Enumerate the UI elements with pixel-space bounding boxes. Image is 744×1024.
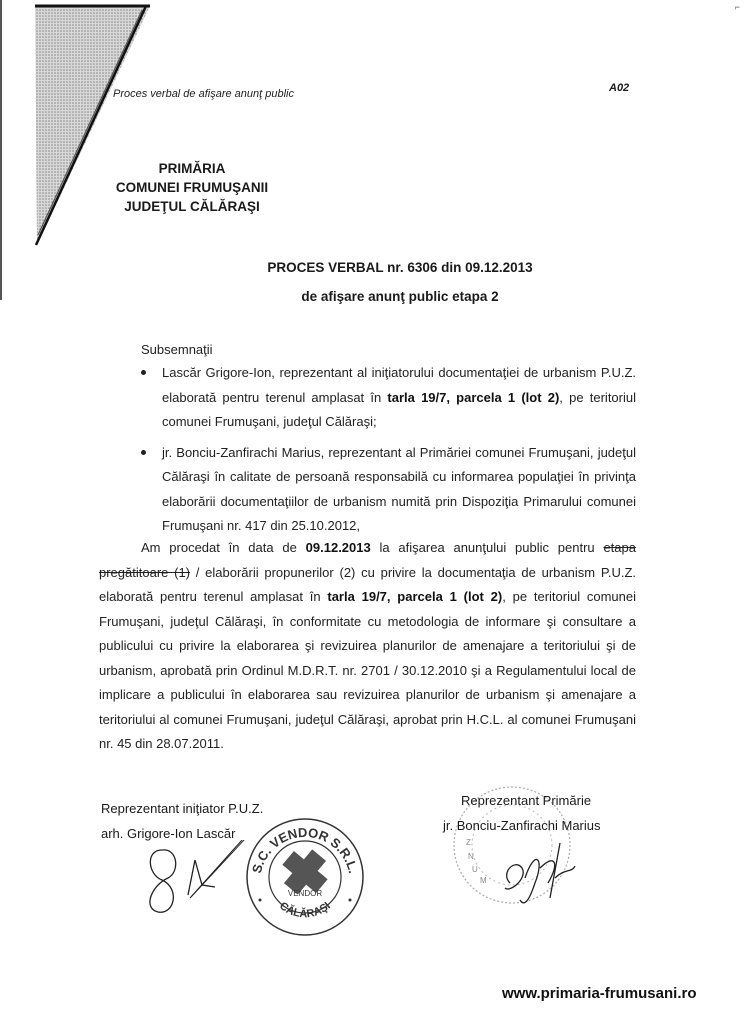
bullet-icon	[141, 370, 146, 375]
signature-block-initiator	[101, 796, 263, 846]
institution-line: COMUNEI FRUMUŞANII	[115, 180, 269, 195]
title-line-1: PROCES VERBAL nr. 6306 din 09.12.2013	[267, 260, 533, 275]
posting-date: 09.12.2013	[305, 540, 371, 555]
signature-role: Reprezentant iniţiator P.U.Z.	[101, 801, 264, 816]
item-text: jr. Bonciu-Zanfirachi Marius, reprezentant al Primăriei comunei Frumuşani, judeţul Călăraşi în calitate de persoană responsabilă cu informarea populaţiei în privinţa elaborării documentaţiilor de urbanism numită prin Dispoziţia Primarului comunei Frumuşani nr. 417 din 25.10.2012,	[162, 444, 636, 533]
title-line-2: de afişare anunţ public etapa 2	[301, 289, 499, 304]
struck-option: etapa pregătitoare (1)	[99, 540, 636, 580]
signatories-list	[141, 361, 636, 545]
list-item	[141, 441, 636, 539]
document-code: A02	[609, 82, 630, 94]
signature-role: Reprezentant Primărie	[461, 793, 592, 808]
svg-text:N: N	[468, 852, 474, 861]
stamp-bottom-text: CĂLĂRAŞI	[277, 899, 333, 921]
svg-text:CĂLĂRAŞI	[277, 900, 333, 920]
stamp-center-text: VENDOR	[287, 889, 323, 898]
land-location: tarla 19/7, parcela 1 (lot 2)	[327, 589, 503, 604]
stamp-top-text: S.C. VENDOR S.R.L.	[248, 824, 362, 875]
website-link[interactable]: www.primaria-frumusani.ro	[502, 985, 697, 1002]
paragraph-text: la afişarea anunţului public pentru	[370, 540, 604, 555]
bullet-icon	[141, 450, 146, 455]
paragraph-text: / elaborării propunerilor (2) cu privire la documentaţia de urbanism P.U.Z. elaborată pentru terenul amplasat în	[99, 564, 636, 604]
item-text: , pe teritoriul comunei Frumuşani, judeţul Călăraşi;	[162, 389, 636, 429]
stamp-cross-icon	[282, 849, 327, 894]
item-location: tarla 19/7, parcela 1 (lot 2)	[387, 389, 560, 405]
institution-line: JUDEŢUL CĂLĂRAŞI	[124, 199, 260, 214]
paragraph-text: , pe teritoriul comunei Frumuşani, judeţul Călăraşi, în conformitate cu metodologia de informare şi consultare a publicului cu privire la elaborarea şi revizuirea planurilor de amenajare a teritoriului şi de urbanism, aprobată prin Ordinul M.D.R.T. nr. 2701 / 30.12.2010 şi a Regulamentului local de implicare a publicului în elaborarea sau revizuirea planurilor de urbanism şi amenajare a teritoriului al comunei Frumuşani, judeţul Călăraşi, aprobat prin H.C.L. al comunei Frumuşani nr. 45 din 28.07.2011.	[99, 589, 637, 751]
handwritten-signature-town-hall	[500, 838, 580, 908]
svg-text:U: U	[472, 865, 478, 874]
main-paragraph	[99, 536, 636, 757]
svg-text:Z: Z	[466, 838, 471, 847]
intro-text: Subsemnaţii	[141, 342, 213, 357]
item-text: Lascăr Grigore-Ion, reprezentant al iniţiatorului documentaţiei de urbanism P.U.Z. elaborată pentru terenul amplasat în	[162, 365, 636, 405]
paragraph-text: Am procedat în data de	[141, 540, 306, 555]
scan-corner-mark: ⌐	[734, 2, 740, 12]
institution-line: PRIMĂRIA	[158, 161, 226, 176]
svg-text:M: M	[480, 876, 487, 885]
corner-triangle-decoration	[0, 0, 160, 260]
signature-block-town-hall	[443, 788, 601, 838]
header-note: Proces verbal de afişare anunţ public	[113, 88, 294, 100]
signature-name: arh. Grigore-Ion Lascăr	[101, 826, 236, 841]
document-title	[200, 258, 600, 307]
list-item	[141, 361, 636, 435]
company-stamp	[240, 812, 370, 942]
institution-name	[112, 159, 272, 216]
signature-name: jr. Bonciu-Zanfirachi Marius	[443, 818, 601, 833]
